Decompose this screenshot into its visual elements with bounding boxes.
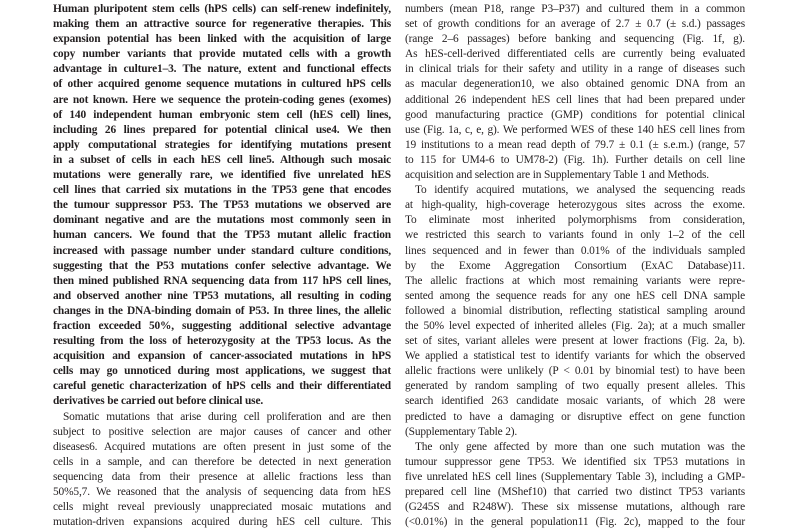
body-line: (Supplementary Table 2). — [405, 425, 518, 438]
body-line: as macular degeneration10, we also obtained genomic DNA from an — [405, 78, 745, 91]
body-line: by the Exome Aggregation Consortium (ExAC Database)11. — [405, 259, 745, 272]
abstract-line: of other acquired genome sequence mutations in cultured hPS cells — [53, 78, 391, 91]
body-line: acquisition and selection are in Supplementary Table 1 and Methods. — [405, 169, 710, 182]
analysis-paragraph — [405, 183, 745, 440]
abstract-line: careful genetic characterization of hPS cells and their differentiated — [53, 380, 391, 393]
body-line: 50%5,7. We reasoned that the analysis of sequencing data from hES — [53, 486, 391, 498]
abstract-line: cells may go unnoticed during most applications, we suggest that — [53, 365, 391, 378]
abstract-line: acquisition and expansion of cancer-associated mutations in hPS — [53, 350, 391, 363]
body-line: use (Fig. 1a, c, e, g). We performed WES of these 140 hES cell lines from — [405, 123, 745, 136]
body-line: five unrelated hES cell lines (Supplementary Table 3), including a GMP- — [405, 470, 745, 483]
body-line: set of sites, variant alleles were present at lower fractions (Fig. 2a, b). — [405, 335, 745, 348]
body-line: good manufacturing practice (GMP) conditions for potential clinical — [405, 108, 745, 121]
body-line: To identify acquired mutations, we analysed the sequencing reads — [415, 184, 745, 197]
abstract-line: making them an attractive source for regenerative therapies. This — [53, 18, 391, 31]
body-line: the 50% level expected of inherited alleles (Fig. 2a); at a much smaller — [405, 319, 745, 332]
abstract-line: suggesting that the P53 mutations confer selective advantage. We — [53, 259, 391, 272]
body-line: As hES-cell-derived differentiated cells are currently being evaluated — [405, 48, 745, 61]
body-line: followed a binomial distribution, reflecting statistical sampling around — [405, 304, 745, 317]
body-line: (<0.01%) in the general population11 (Fig. 2c), mapped to the four — [405, 516, 745, 529]
body-line: sequencing data from their presence at allelic fractions less than — [53, 470, 391, 483]
abstract-line: fraction exceeded 50%, suggesting additional selective advantage — [53, 319, 391, 332]
abstract-line: and observed another nine TP53 mutations, all resulting in coding — [53, 289, 391, 302]
body-line: additional 26 independent hES cell lines that had been prepared under — [405, 93, 745, 106]
abstract-line: of 140 independent human embryonic stem cell (hES cell) lines, — [53, 108, 391, 121]
body-line: at high-quality, high-coverage heterozygous sites across the exome. — [405, 199, 745, 212]
abstract-line: then mined published RNA sequencing data from 117 hPS cell lines, — [53, 274, 391, 287]
body-line: lines sequenced and in fewer than 0.01% of the individuals sampled — [405, 244, 745, 257]
body-line: set of growth conditions for an average of 2.7 ± 0.7 (± s.d.) passages — [405, 18, 745, 31]
abstract-line: cell lines that carried six mutations in the TP53 gene that encodes — [53, 184, 391, 197]
abstract-line: resulting from the loss of heterozygosity at the TP53 locus. As the — [53, 335, 391, 348]
abstract-line: increased with passage number under standard culture conditions, — [53, 244, 391, 257]
body-line: tumour suppressor gene TP53. We identified six TP53 mutations in — [405, 455, 745, 468]
abstract-line: Human pluripotent stem cells (hPS cells) can self-renew indefinitely, — [53, 3, 391, 15]
body-line: predicted to have a damaging or disruptive effect on gene function — [405, 410, 745, 423]
abstract-line: changes in the DNA-binding domain of P53. In three lines, the allelic — [53, 304, 391, 317]
abstract-line: advantage in culture1–3. The nature, extent and functional effects — [53, 63, 391, 76]
body-line: generated by random sampling of two equally present alleles. This — [405, 380, 745, 393]
body-line: search identified 263 candidate mosaic variants, of which 28 were — [405, 395, 745, 408]
body-line: Somatic mutations that arise during cell proliferation and are then — [63, 410, 391, 423]
body-line: numbers (mean P18, range P3–P37) and cultured them in a common — [405, 3, 745, 15]
abstract-line: dominant negative and are the mutations most commonly seen in — [53, 214, 391, 227]
abstract-line: in a subset of cells in each hES cell line5. Although such mosaic — [53, 153, 391, 166]
body-line: cells might reveal previously unappreciated mosaic mutations and — [53, 501, 391, 514]
tp53-paragraph — [405, 440, 745, 530]
body-line: mutation-driven expansions acquired during hES cell culture. This — [53, 516, 391, 529]
abstract — [53, 2, 391, 410]
body-line: We applied a statistical test to identify variants for which the observed — [405, 350, 745, 363]
right-column — [405, 0, 745, 530]
body-line: sented among the sequence reads for any one hES cell DNA sample — [405, 289, 745, 302]
abstract-line: mutations were generally rare, we identified five unrelated hES — [53, 169, 391, 182]
body-line: to 115 for UM4-6 to UM78-2) (Fig. 1h). Further details on cell line — [405, 153, 745, 166]
body-line: The allelic fractions at which most remaining variants were repre- — [405, 274, 745, 287]
body-line: To eliminate most inherited polymorphisms from consideration, — [405, 214, 745, 227]
abstract-line: expansion potential has been linked with the acquisition of large — [53, 33, 391, 46]
abstract-line: copy number variants that provide mutated cells with a growth — [53, 48, 391, 61]
body-line: diseases6. Acquired mutations are often present in just some of the — [53, 440, 391, 453]
body-line: cells in a sample, and can therefore be detected in next generation — [53, 455, 391, 468]
body-line: subject to positive selection are major causes of cancer and other — [53, 425, 391, 438]
abstract-line: apply computational strategies for identifying mutations present — [53, 138, 391, 151]
body-line: 19 institutions to a mean read depth of 79.7 ± 0.1 (± s.e.m.) (range, 57 — [405, 138, 745, 151]
intro-paragraph — [53, 410, 391, 530]
abstract-line: the tumour suppressor P53. The TP53 mutations we observed are — [53, 199, 391, 212]
abstract-line: human cancers. We found that the TP53 mutant allelic fraction — [53, 229, 391, 242]
abstract-line: including 26 lines prepared for potential clinical use4. We then — [53, 123, 391, 136]
abstract-line: derivatives be carried out before clinical use. — [53, 395, 264, 408]
body-line: (range 2–6 passages) before banking and sequencing (Fig. 1f, g). — [405, 33, 745, 46]
body-line: prepared cell line (MShef10) that carried two distinct TP53 variants — [405, 486, 745, 498]
methods-paragraph — [405, 2, 745, 183]
body-line: (G245S and R248W). These six missense mutations, although rare — [405, 501, 745, 514]
body-line: allelic fractions were unlikely (P < 0.01 by binomial test) to have been — [405, 365, 745, 378]
left-column — [53, 0, 391, 530]
body-line: we restricted this search to variants found in only 1–2 of the cell — [405, 229, 745, 242]
abstract-line: are not known. Here we sequence the protein-coding genes (exomes) — [53, 93, 391, 106]
body-line: The only gene affected by more than one such mutation was the — [415, 440, 745, 453]
body-line: in clinical trials for their safety and utility in a range of diseases such — [405, 63, 745, 76]
